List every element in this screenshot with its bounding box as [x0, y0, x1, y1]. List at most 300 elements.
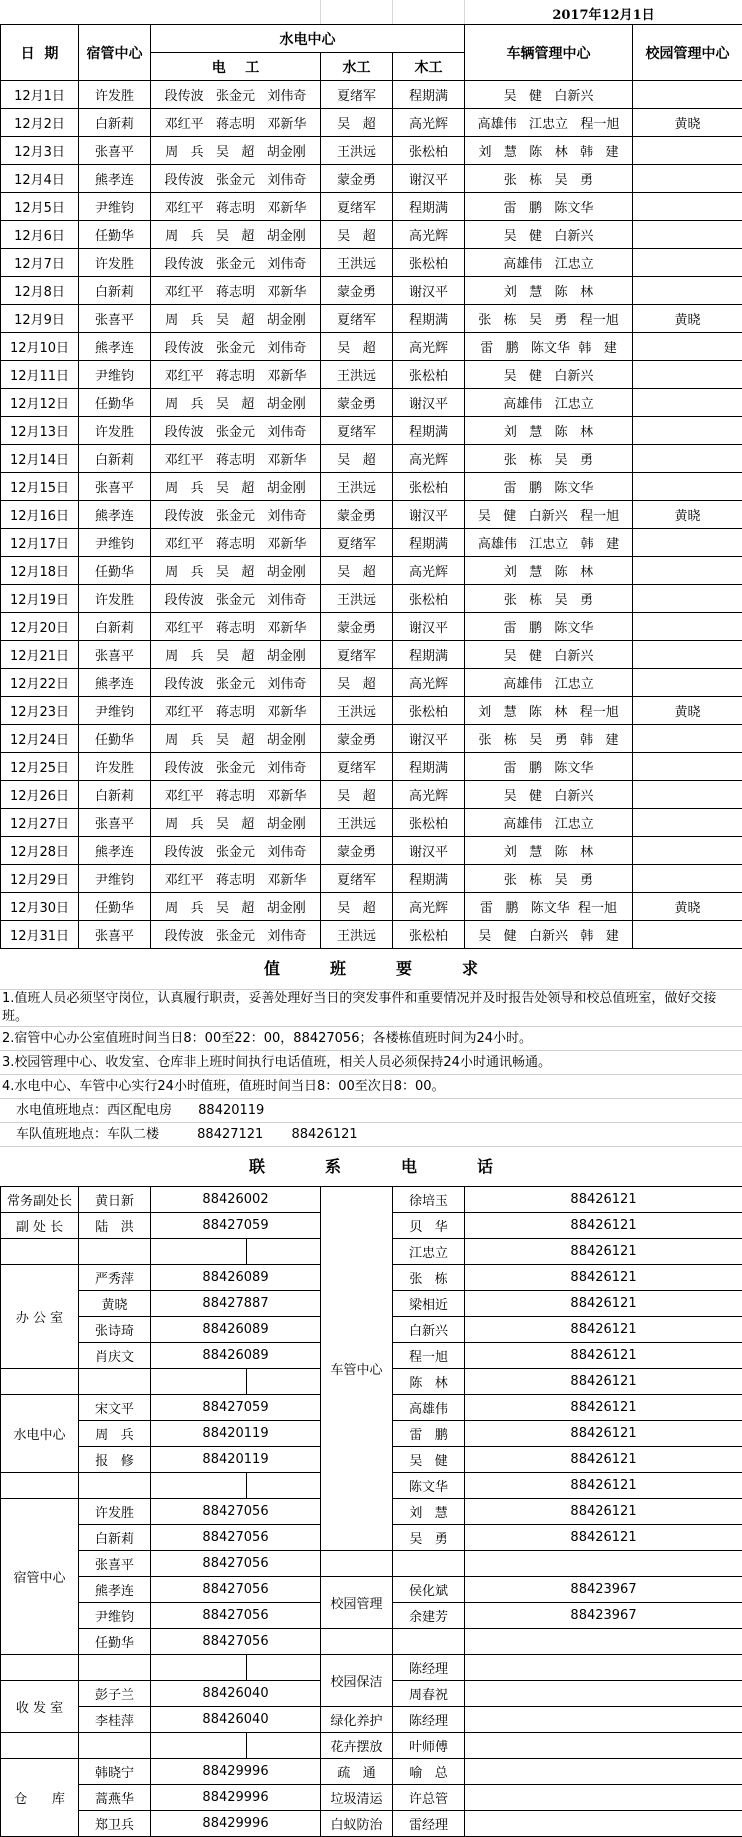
requirement-item: 1.值班人员必须坚守岗位，认真履行职责，妥善处理好当日的突发事件和重要情况并及时报告处领导和校总值班室，做好交接班。	[0, 990, 742, 1027]
campus-cell	[633, 193, 742, 221]
contact-name-left: 严秀萍	[79, 1265, 151, 1291]
header-dorm-center: 宿管中心	[79, 25, 151, 81]
contact-name-left: 肖庆文	[79, 1343, 151, 1369]
electrician-cell: 周 兵 吴 超 胡金刚	[151, 473, 321, 501]
contact-dept-left	[1, 1369, 79, 1395]
contact-phone-right: 88423967	[465, 1603, 742, 1629]
contact-dept-left	[1, 1473, 79, 1499]
fleet-location-text: 车队值班地点：车队二楼	[16, 1127, 160, 1142]
carpenter-cell: 谢汉平	[393, 725, 465, 753]
contact-phone-left: 88426002	[151, 1187, 321, 1213]
utility-duty-location	[0, 1099, 742, 1123]
contacts-title: 联系电话	[248, 1157, 553, 1176]
contact-name-right: 刘 慧	[393, 1499, 465, 1525]
carpenter-cell: 高光辉	[393, 893, 465, 921]
roster-row	[1, 809, 742, 837]
empty-cell	[151, 1239, 247, 1265]
contact-name-left: 张喜平	[79, 1551, 151, 1577]
dorm-cell: 白新莉	[79, 109, 151, 137]
contact-name-right: 许总管	[393, 1785, 465, 1811]
contact-row	[1, 1811, 742, 1837]
dorm-cell: 熊孝连	[79, 669, 151, 697]
contact-name-left: 韩晓宁	[79, 1759, 151, 1785]
electrician-cell: 邓红平 蒋志明 邓新华	[151, 193, 321, 221]
contact-dept-left	[1, 1239, 79, 1265]
contact-dept-right: 垃圾清运	[321, 1785, 393, 1811]
campus-cell	[633, 165, 742, 193]
contact-phone-left: 88427056	[151, 1577, 321, 1603]
vehicle-cell: 吴 健 白新兴	[465, 641, 633, 669]
utility-phone: 88420119	[198, 1103, 265, 1118]
date-cell: 12月17日	[1, 529, 79, 557]
electrician-cell: 段传波 张金元 刘伟奇	[151, 501, 321, 529]
plumber-cell: 吴 超	[321, 557, 393, 585]
contact-name-right: 张 栋	[393, 1265, 465, 1291]
electrician-cell: 邓红平 蒋志明 邓新华	[151, 697, 321, 725]
carpenter-cell: 高光辉	[393, 109, 465, 137]
plumber-cell: 王洪远	[321, 249, 393, 277]
vehicle-cell: 吴 健 白新兴 韩 建	[465, 921, 633, 949]
plumber-cell: 吴 超	[321, 781, 393, 809]
roster-row	[1, 389, 742, 417]
vehicle-cell: 刘 慧 陈 林	[465, 837, 633, 865]
roster-row	[1, 473, 742, 501]
electrician-cell: 邓红平 蒋志明 邓新华	[151, 361, 321, 389]
plumber-cell: 王洪远	[321, 585, 393, 613]
date-cell: 12月12日	[1, 389, 79, 417]
date-cell: 12月11日	[1, 361, 79, 389]
contact-phone-left: 88429996	[151, 1785, 321, 1811]
electrician-cell: 周 兵 吴 超 胡金刚	[151, 809, 321, 837]
contact-phone-right	[465, 1785, 742, 1811]
contact-phone-left: 88427056	[151, 1525, 321, 1551]
contact-dept-left: 宿管中心	[1, 1499, 79, 1655]
vehicle-cell: 刘 慧 陈 林	[465, 557, 633, 585]
roster-row	[1, 669, 742, 697]
contact-phone-right	[465, 1655, 742, 1681]
dorm-cell: 张喜平	[79, 137, 151, 165]
carpenter-cell: 程期满	[393, 417, 465, 445]
contact-name-right: 余建芳	[393, 1603, 465, 1629]
roster-row	[1, 305, 742, 333]
plumber-cell: 夏绪军	[321, 193, 393, 221]
vehicle-cell: 吴 健 白新兴	[465, 361, 633, 389]
date-cell: 12月25日	[1, 753, 79, 781]
dorm-cell: 许发胜	[79, 81, 151, 109]
contact-phone-left: 88426089	[151, 1343, 321, 1369]
empty-cell	[247, 1733, 321, 1759]
date-cell: 12月30日	[1, 893, 79, 921]
vehicle-cell: 吴 健 白新兴	[465, 221, 633, 249]
vehicle-cell: 雷 鹏 陈文华 韩 建	[465, 333, 633, 361]
dorm-cell: 熊孝连	[79, 837, 151, 865]
electrician-cell: 段传波 张金元 刘伟奇	[151, 417, 321, 445]
roster-row	[1, 361, 742, 389]
dorm-cell: 任勤华	[79, 389, 151, 417]
date-cell: 12月26日	[1, 781, 79, 809]
contact-dept-right: 疏 通	[321, 1759, 393, 1785]
contact-name-right	[393, 1629, 465, 1655]
dorm-cell: 熊孝连	[79, 333, 151, 361]
plumber-cell: 蒙金勇	[321, 165, 393, 193]
contact-dept-left: 水电中心	[1, 1395, 79, 1473]
contact-phone-right	[465, 1733, 742, 1759]
contact-phone-left: 88429996	[151, 1759, 321, 1785]
vehicle-cell: 张 栋 吴 勇 程一旭	[465, 305, 633, 333]
vehicle-cell: 高雄伟 江忠立	[465, 249, 633, 277]
contact-phone-left: 88420119	[151, 1421, 321, 1447]
plumber-cell: 吴 超	[321, 221, 393, 249]
contact-phone-right: 88426121	[465, 1291, 742, 1317]
carpenter-cell: 谢汉平	[393, 165, 465, 193]
duty-roster-table	[0, 24, 742, 949]
carpenter-cell: 程期满	[393, 305, 465, 333]
dorm-cell: 张喜平	[79, 641, 151, 669]
roster-row	[1, 277, 742, 305]
vehicle-cell: 雷 鹏 陈文华 程一旭	[465, 893, 633, 921]
contact-name-right: 雷经理	[393, 1811, 465, 1837]
contact-dept-left: 副 处 长	[1, 1213, 79, 1239]
date-cell: 12月7日	[1, 249, 79, 277]
vehicle-cell: 高雄伟 江忠立	[465, 389, 633, 417]
date-cell: 12月22日	[1, 669, 79, 697]
dorm-cell: 许发胜	[79, 417, 151, 445]
contact-name-left	[79, 1239, 151, 1265]
dorm-cell: 尹维钧	[79, 361, 151, 389]
roster-row	[1, 417, 742, 445]
campus-cell	[633, 221, 742, 249]
vehicle-cell: 刘 慧 陈 林 韩 建	[465, 137, 633, 165]
roster-row	[1, 193, 742, 221]
date-cell: 12月15日	[1, 473, 79, 501]
plumber-cell: 夏绪军	[321, 641, 393, 669]
header-plumber: 水工	[321, 53, 393, 81]
contact-phone-right: 88426121	[465, 1421, 742, 1447]
roster-row	[1, 557, 742, 585]
electrician-cell: 段传波 张金元 刘伟奇	[151, 585, 321, 613]
electrician-cell: 周 兵 吴 超 胡金刚	[151, 893, 321, 921]
campus-cell	[633, 725, 742, 753]
campus-cell	[633, 361, 742, 389]
dorm-cell: 尹维钧	[79, 193, 151, 221]
empty-cell	[151, 1473, 247, 1499]
campus-cell: 黄晓	[633, 109, 742, 137]
contact-row	[1, 1733, 742, 1759]
vehicle-cell: 张 栋 吴 勇	[465, 165, 633, 193]
empty-cell	[247, 1239, 321, 1265]
empty-cell	[247, 1655, 321, 1681]
date-cell: 12月24日	[1, 725, 79, 753]
carpenter-cell: 程期满	[393, 865, 465, 893]
electrician-cell: 邓红平 蒋志明 邓新华	[151, 529, 321, 557]
contact-name-left: 任勤华	[79, 1629, 151, 1655]
carpenter-cell: 谢汉平	[393, 837, 465, 865]
carpenter-cell: 高光辉	[393, 333, 465, 361]
electrician-cell: 邓红平 蒋志明 邓新华	[151, 109, 321, 137]
plumber-cell: 王洪远	[321, 473, 393, 501]
roster-row	[1, 501, 742, 529]
contact-name-right: 雷 鹏	[393, 1421, 465, 1447]
contact-row	[1, 1187, 742, 1213]
contact-phone-right: 88426121	[465, 1213, 742, 1239]
contact-name-right: 高雄伟	[393, 1395, 465, 1421]
electrician-cell: 邓红平 蒋志明 邓新华	[151, 613, 321, 641]
plumber-cell: 吴 超	[321, 669, 393, 697]
electrician-cell: 周 兵 吴 超 胡金刚	[151, 305, 321, 333]
campus-cell	[633, 277, 742, 305]
contact-row	[1, 1785, 742, 1811]
contact-phone-right: 88426121	[465, 1317, 742, 1343]
electrician-cell: 邓红平 蒋志明 邓新华	[151, 781, 321, 809]
roster-row	[1, 725, 742, 753]
carpenter-cell: 高光辉	[393, 221, 465, 249]
schedule-date: 2017年12月1日	[552, 8, 655, 23]
contact-phone-right	[465, 1629, 742, 1655]
contact-phone-left: 88429996	[151, 1811, 321, 1837]
vehicle-cell: 高雄伟 江忠立	[465, 669, 633, 697]
contact-name-right: 叶师傅	[393, 1733, 465, 1759]
date-cell: 12月19日	[1, 585, 79, 613]
electrician-cell: 段传波 张金元 刘伟奇	[151, 753, 321, 781]
header-campus-center: 校园管理中心	[633, 25, 742, 81]
date-cell: 12月6日	[1, 221, 79, 249]
contact-dept-right: 校园管理	[321, 1577, 393, 1629]
roster-row	[1, 641, 742, 669]
plumber-cell: 蒙金勇	[321, 501, 393, 529]
vehicle-cell: 刘 慧 陈 林	[465, 417, 633, 445]
campus-cell	[633, 865, 742, 893]
campus-cell	[633, 249, 742, 277]
plumber-cell: 夏绪军	[321, 305, 393, 333]
contact-name-left: 黄晓	[79, 1291, 151, 1317]
vehicle-cell: 张 栋 吴 勇	[465, 445, 633, 473]
dorm-cell: 尹维钧	[79, 865, 151, 893]
contact-dept-left: 收 发 室	[1, 1681, 79, 1733]
campus-cell	[633, 137, 742, 165]
contact-name-left: 白新莉	[79, 1525, 151, 1551]
campus-cell: 黄晓	[633, 305, 742, 333]
contact-name-right: 贝 华	[393, 1213, 465, 1239]
plumber-cell: 王洪远	[321, 809, 393, 837]
date-cell: 12月4日	[1, 165, 79, 193]
empty-cell	[151, 1733, 247, 1759]
contact-name-left: 彭子兰	[79, 1681, 151, 1707]
contact-name-right: 陈经理	[393, 1707, 465, 1733]
contact-name-right: 陈经理	[393, 1655, 465, 1681]
carpenter-cell: 张松柏	[393, 137, 465, 165]
contact-name-left: 李桂萍	[79, 1707, 151, 1733]
contact-name-right: 吴 健	[393, 1447, 465, 1473]
campus-cell	[633, 585, 742, 613]
utility-location-text: 水电值班地点：西区配电房	[16, 1103, 173, 1118]
contact-name-left: 郑卫兵	[79, 1811, 151, 1837]
dorm-cell: 白新莉	[79, 613, 151, 641]
contact-phone-left: 88427887	[151, 1291, 321, 1317]
campus-cell	[633, 81, 742, 109]
contact-phone-left: 88427056	[151, 1629, 321, 1655]
dorm-cell: 张喜平	[79, 473, 151, 501]
plumber-cell: 夏绪军	[321, 753, 393, 781]
plumber-cell: 蒙金勇	[321, 389, 393, 417]
date-cell: 12月2日	[1, 109, 79, 137]
contact-row	[1, 1551, 742, 1577]
contact-phone-right: 88426121	[465, 1447, 742, 1473]
contact-name-right: 吴 勇	[393, 1525, 465, 1551]
roster-row	[1, 781, 742, 809]
plumber-cell: 夏绪军	[321, 529, 393, 557]
contact-phone-right: 88426121	[465, 1343, 742, 1369]
contact-name-right: 侯化斌	[393, 1577, 465, 1603]
date-cell: 12月10日	[1, 333, 79, 361]
contact-name-left	[79, 1733, 151, 1759]
dorm-cell: 许发胜	[79, 249, 151, 277]
header-carpenter: 木工	[393, 53, 465, 81]
contact-row	[1, 1577, 742, 1603]
vehicle-cell: 雷 鹏 陈文华	[465, 613, 633, 641]
dorm-cell: 尹维钧	[79, 697, 151, 725]
empty-cell	[247, 1369, 321, 1395]
carpenter-cell: 谢汉平	[393, 389, 465, 417]
vehicle-cell: 雷 鹏 陈文华	[465, 193, 633, 221]
dorm-cell: 白新莉	[79, 277, 151, 305]
contact-dept-right: 绿化养护	[321, 1707, 393, 1733]
contact-row	[1, 1629, 742, 1655]
roster-row	[1, 865, 742, 893]
contact-phone-left: 88427059	[151, 1213, 321, 1239]
plumber-cell: 吴 超	[321, 893, 393, 921]
electrician-cell: 邓红平 蒋志明 邓新华	[151, 277, 321, 305]
date-cell: 12月29日	[1, 865, 79, 893]
contact-phone-right: 88426121	[465, 1239, 742, 1265]
dorm-cell: 白新莉	[79, 445, 151, 473]
dorm-cell: 许发胜	[79, 585, 151, 613]
vehicle-cell: 高雄伟 江忠立 程一旭	[465, 109, 633, 137]
dorm-cell: 张喜平	[79, 809, 151, 837]
dorm-cell: 任勤华	[79, 221, 151, 249]
vehicle-cell: 张 栋 吴 勇	[465, 585, 633, 613]
roster-row	[1, 837, 742, 865]
dorm-cell: 熊孝连	[79, 165, 151, 193]
contact-row	[1, 1759, 742, 1785]
contact-name-left: 熊孝连	[79, 1577, 151, 1603]
contact-phone-right: 88423967	[465, 1577, 742, 1603]
campus-cell	[633, 529, 742, 557]
contact-phone-right	[465, 1759, 742, 1785]
vehicle-cell: 吴 健 白新兴	[465, 781, 633, 809]
carpenter-cell: 张松柏	[393, 921, 465, 949]
date-cell: 12月16日	[1, 501, 79, 529]
dorm-cell: 白新莉	[79, 781, 151, 809]
roster-row	[1, 165, 742, 193]
contact-name-left: 张诗琦	[79, 1317, 151, 1343]
contact-dept-right	[321, 1551, 393, 1577]
date-cell: 12月9日	[1, 305, 79, 333]
contact-phone-left: 88427056	[151, 1603, 321, 1629]
carpenter-cell: 谢汉平	[393, 613, 465, 641]
plumber-cell: 王洪远	[321, 921, 393, 949]
carpenter-cell: 高光辉	[393, 781, 465, 809]
date-cell: 12月31日	[1, 921, 79, 949]
date-cell: 12月5日	[1, 193, 79, 221]
contact-phone-left: 88426040	[151, 1707, 321, 1733]
electrician-cell: 段传波 张金元 刘伟奇	[151, 81, 321, 109]
header-utility-center: 水电中心	[151, 25, 465, 53]
requirement-item: 3.校园管理中心、收发室、仓库非上班时间执行电话值班，相关人员必须保持24小时通讯畅通。	[0, 1051, 742, 1075]
carpenter-cell: 程期满	[393, 193, 465, 221]
contact-row	[1, 1655, 742, 1681]
contact-phone-right: 88426121	[465, 1187, 742, 1213]
contact-name-left: 报 修	[79, 1447, 151, 1473]
campus-cell	[633, 641, 742, 669]
plumber-cell: 王洪远	[321, 137, 393, 165]
contact-name-right: 梁相近	[393, 1291, 465, 1317]
contact-name-right: 陈文华	[393, 1473, 465, 1499]
contact-name-left	[79, 1473, 151, 1499]
top-bar	[0, 0, 742, 24]
dorm-cell: 尹维钧	[79, 529, 151, 557]
campus-cell	[633, 921, 742, 949]
requirement-item: 4.水电中心、车管中心实行24小时值班，值班时间当日8：00至次日8：00。	[0, 1075, 742, 1099]
header-vehicle-center: 车辆管理中心	[465, 25, 633, 81]
carpenter-cell: 张松柏	[393, 809, 465, 837]
electrician-cell: 邓红平 蒋志明 邓新华	[151, 445, 321, 473]
electrician-cell: 周 兵 吴 超 胡金刚	[151, 221, 321, 249]
plumber-cell: 吴 超	[321, 333, 393, 361]
header-electrician: 电 工	[151, 53, 321, 81]
plumber-cell: 吴 超	[321, 445, 393, 473]
dorm-cell: 张喜平	[79, 305, 151, 333]
roster-row	[1, 529, 742, 557]
carpenter-cell: 程期满	[393, 529, 465, 557]
vehicle-cell: 高雄伟 江忠立 韩 建	[465, 529, 633, 557]
contact-phone-right: 88426121	[465, 1369, 742, 1395]
date-cell: 12月3日	[1, 137, 79, 165]
contact-name-left: 黄日新	[79, 1187, 151, 1213]
electrician-cell: 段传波 张金元 刘伟奇	[151, 669, 321, 697]
contact-dept-right: 白蚁防治	[321, 1811, 393, 1837]
campus-cell	[633, 781, 742, 809]
contact-dept-left	[1, 1733, 79, 1759]
electrician-cell: 周 兵 吴 超 胡金刚	[151, 137, 321, 165]
campus-cell: 黄晓	[633, 893, 742, 921]
roster-row	[1, 613, 742, 641]
plumber-cell: 夏绪军	[321, 417, 393, 445]
carpenter-cell: 高光辉	[393, 557, 465, 585]
vehicle-cell: 雷 鹏 陈文华	[465, 473, 633, 501]
contact-phone-left: 88426040	[151, 1681, 321, 1707]
contact-name-right: 程一旭	[393, 1343, 465, 1369]
campus-cell	[633, 333, 742, 361]
campus-cell	[633, 613, 742, 641]
date-cell: 12月14日	[1, 445, 79, 473]
campus-cell: 黄晓	[633, 697, 742, 725]
fleet-duty-location	[0, 1123, 742, 1147]
campus-cell	[633, 473, 742, 501]
roster-row	[1, 221, 742, 249]
empty-cell	[151, 1655, 247, 1681]
electrician-cell: 周 兵 吴 超 胡金刚	[151, 557, 321, 585]
electrician-cell: 周 兵 吴 超 胡金刚	[151, 389, 321, 417]
contact-phone-right	[465, 1707, 742, 1733]
date-cell: 12月28日	[1, 837, 79, 865]
date-cell: 12月23日	[1, 697, 79, 725]
vehicle-cell: 张 栋 吴 勇	[465, 865, 633, 893]
contact-phone-right	[465, 1811, 742, 1837]
contact-name-right: 喻 总	[393, 1759, 465, 1785]
contact-name-left: 尹维钧	[79, 1603, 151, 1629]
grid-line	[392, 0, 393, 24]
contact-phone-left: 88426089	[151, 1265, 321, 1291]
